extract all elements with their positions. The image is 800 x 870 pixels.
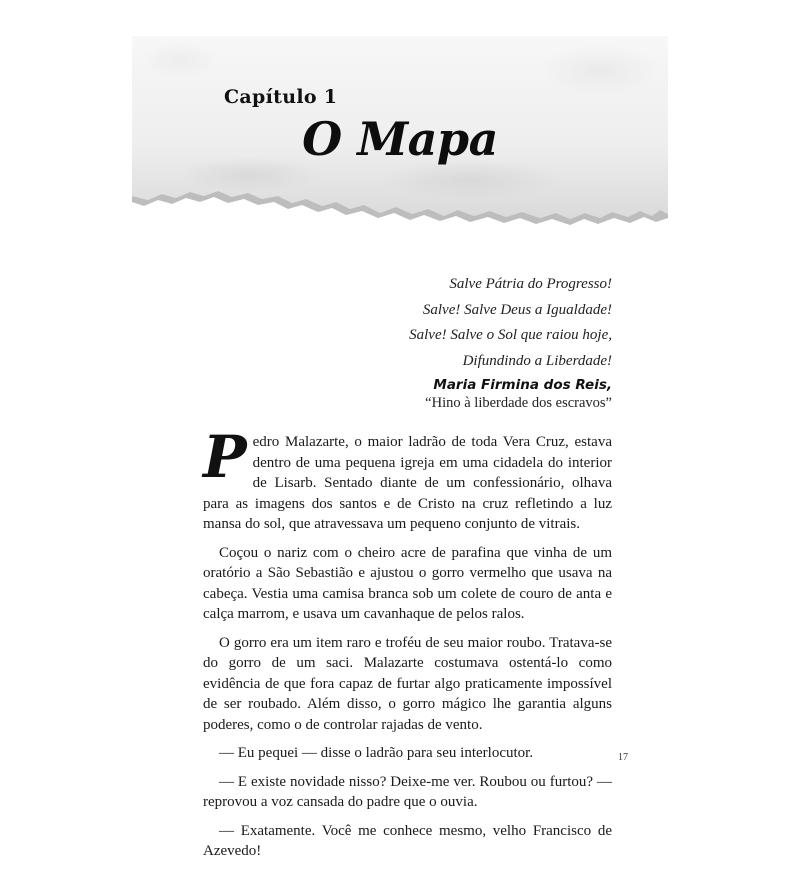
page-number: 17: [618, 752, 628, 763]
chapter-title: O Mapa: [302, 112, 498, 166]
chapter-label: Capítulo 1: [224, 86, 338, 108]
dialogue-line: — Eu pequei — disse o ladrão para seu interlocutor.: [219, 745, 534, 761]
body-paragraph: Coçou o nariz com o cheiro acre de parafina que vinha de um oratório a São Sebastião e ajustou o gorro vermelho que usava na cabeça. Vestia uma camisa branca sob um colete de couro de anta e calça marrom, e usava um cavanhaque de pelos ralos.: [203, 544, 612, 622]
dialogue-line: — Exatamente. Você me conhece mesmo, velho Francisco de Azevedo!: [203, 822, 612, 859]
epigraph-source: “Hino à liberdade dos escravos”: [425, 395, 612, 411]
epigraph-line: Salve! Salve Deus a Igualdade!: [422, 301, 612, 318]
paragraph-text: edro Malazarte, o maior ladrão de toda Vera Cruz, estava dentro de uma pequena igreja em uma cidadela do interior de Lisarb. Sentado diante de um confessionário, olhava para as imagens dos santos e de Cristo na cruz refletindo a luz mansa do sol, que atravessava um pequeno conjunto de vitrais.: [203, 434, 612, 532]
epigraph-line: Salve Pátria do Progresso!: [449, 276, 612, 292]
body-paragraph: O gorro era um item raro e troféu de seu maior roubo. Tratava-se do gorro de um saci. Malazarte costumava ostentá-lo como evidência de que fora capaz de furtar algo praticamente impossível de ser roubado. Além disso, o gorro mágico lhe garantia alguns poderes, como o de controlar rajadas de vento.: [203, 634, 612, 733]
dialogue-line: — E existe novidade nisso? Deixe-me ver. Roubou ou furtou? — reprovou a voz cansada do padre que o ouvia.: [203, 773, 612, 810]
epigraph-line: Difundindo a Liberdade!: [462, 352, 612, 369]
epigraph-line: Salve! Salve o Sol que raiou hoje,: [409, 327, 612, 343]
epigraph: [180, 272, 612, 413]
chapter-body: [203, 423, 612, 870]
epigraph-author: Maria Firmina dos Reis,: [433, 377, 612, 393]
drop-cap: P: [203, 423, 247, 491]
body-paragraph: [203, 423, 612, 535]
